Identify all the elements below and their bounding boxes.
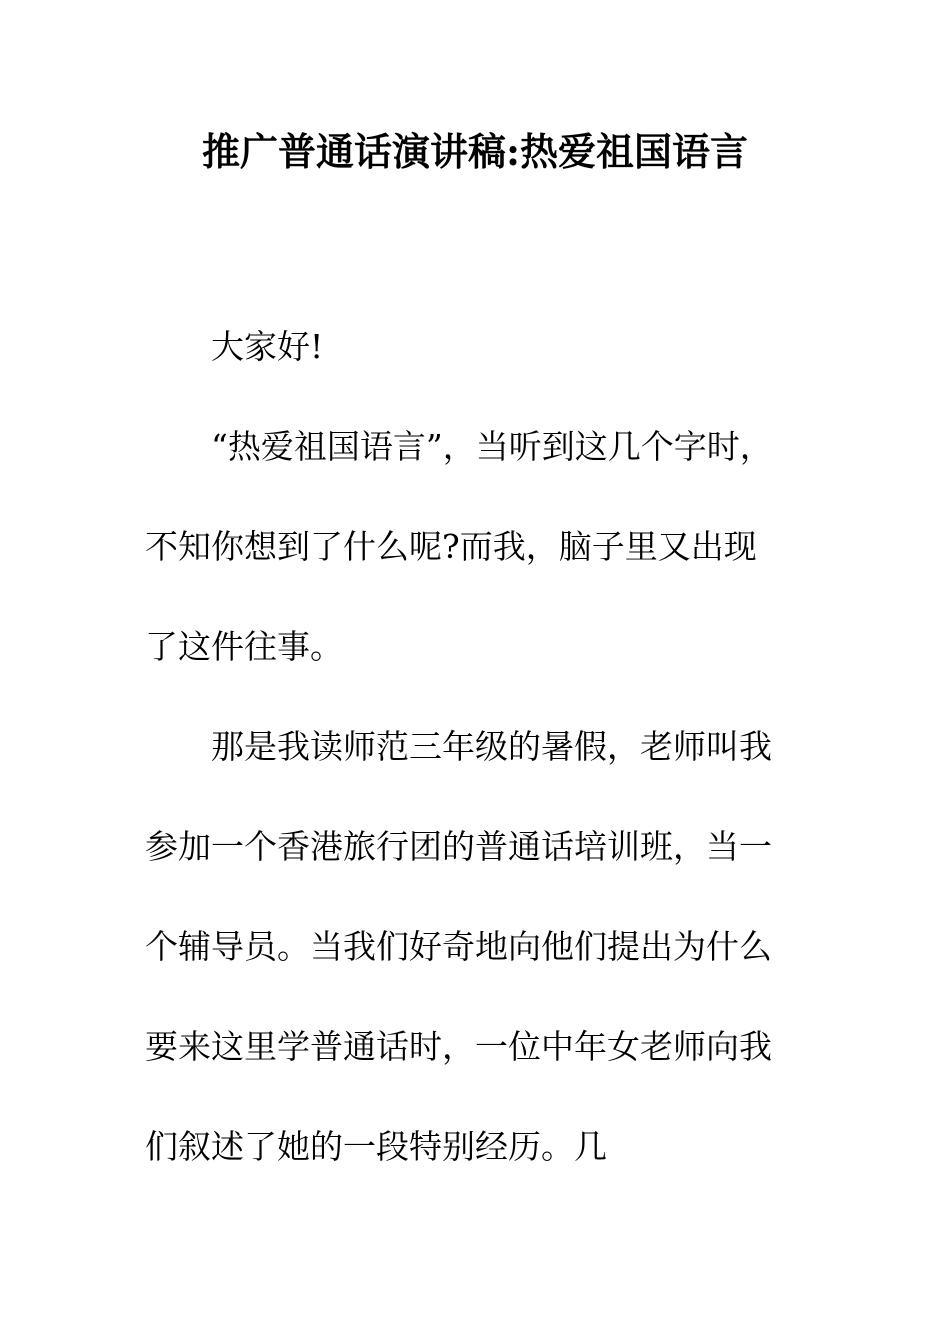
document-title: 推广普通话演讲稿:热爱祖国语言 (201, 129, 749, 174)
paragraph-story: 那是我读师范三年级的暑假，老师叫我参加一个香港旅行团的普通话培训班，当一个辅导员。当我们好奇地向他们提出为什么要来这里学普通话时，一位中年女老师向我们叙述了她的一段特别经历。几 (145, 727, 772, 1166)
document-body (145, 297, 785, 1197)
paragraph-greeting: 大家好! (211, 327, 324, 366)
paragraph-intro: “热爱祖国语言”，当听到这几个字时，不知你想到了什么呢?而我，脑子里又出现了这件往事。 (145, 427, 773, 666)
